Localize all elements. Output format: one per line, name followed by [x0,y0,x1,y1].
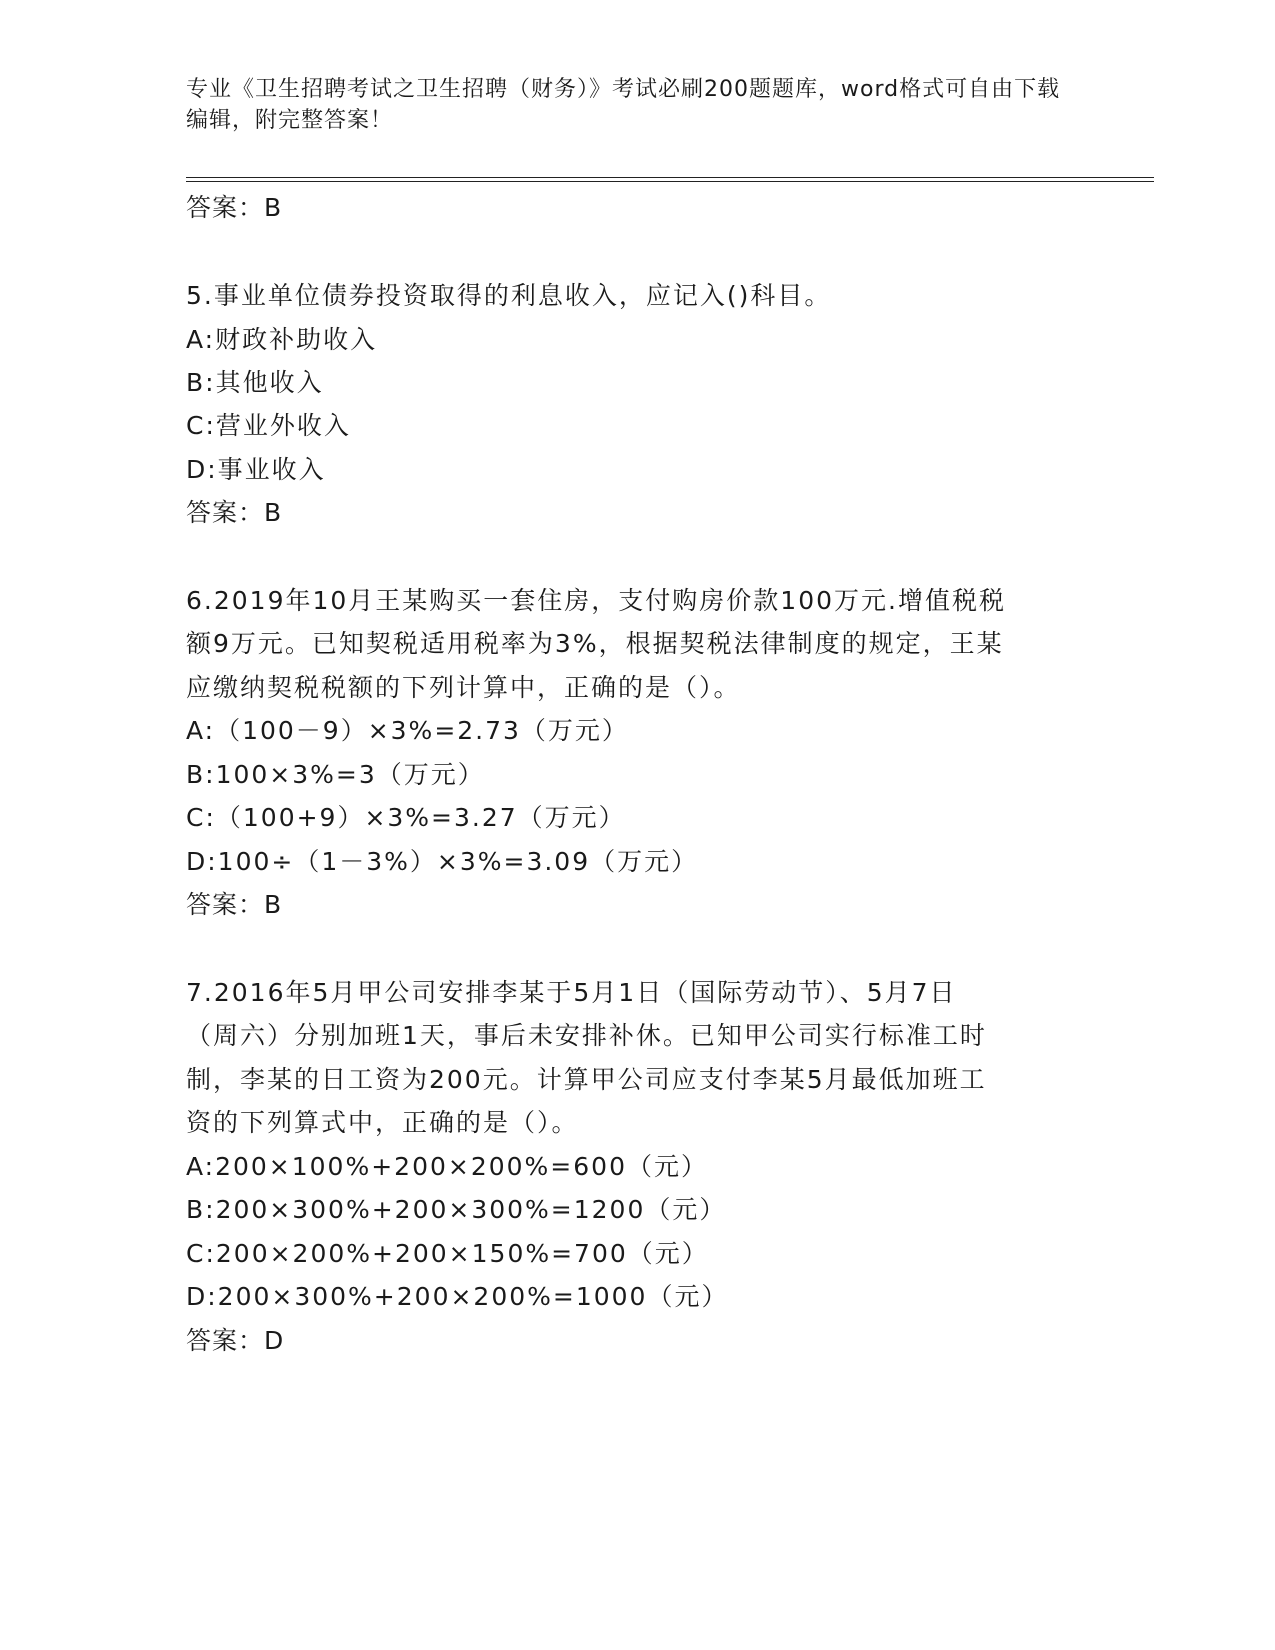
document-header: 专业《卫生招聘考试之卫生招聘（财务）》考试必刷200题题库，word格式可自由下载编辑，附完整答案！ [186,77,1061,133]
question-7-answer: 答案：D [186,1326,285,1355]
question-6-option-a: A:（100－9）×3%=2.73（万元） [186,716,629,745]
question-7-option-a: A:200×100%+200×200%=600（元） [186,1152,708,1181]
question-7-stem-line-1: 7.2016年5月甲公司安排李某于5月1日（国际劳动节）、5月7日 [186,978,957,1007]
question-5-option-b: B:其他收入 [186,368,324,397]
question-5-option-c: C:营业外收入 [186,411,351,440]
question-6-option-c: C:（100+9）×3%=3.27（万元） [186,803,626,832]
question-6-stem-line-1: 6.2019年10月王某购买一套住房，支付购房价款100万元.增值税税 [186,586,1006,615]
header-divider-top [186,177,1154,178]
question-7-option-c: C:200×200%+200×150%=700（元） [186,1239,709,1268]
question-7-stem-line-2: （周六）分别加班1天，事后未安排补休。已知甲公司实行标准工时 [186,1021,987,1050]
question-6-answer: 答案：B [186,890,283,919]
question-6-stem-line-2: 额9万元。已知契税适用税率为3%，根据契税法律制度的规定，王某 [186,629,1004,658]
question-7-option-d: D:200×300%+200×200%=1000（元） [186,1282,729,1311]
header-divider-bottom [186,181,1154,182]
question-7-stem-line-3: 制，李某的日工资为200元。计算甲公司应支付李某5月最低加班工 [186,1065,987,1094]
question-5-stem: 5.事业单位债券投资取得的利息收入，应记入()科目。 [186,281,832,310]
question-7-stem-line-4: 资的下列算式中，正确的是（）。 [186,1108,579,1137]
answer-previous-question: 答案：B [186,193,283,222]
question-6-option-b: B:100×3%=3（万元） [186,760,485,789]
question-5-option-d: D:事业收入 [186,455,326,484]
question-6-stem-line-3: 应缴纳契税税额的下列计算中，正确的是（）。 [186,673,741,702]
question-5-option-a: A:财政补助收入 [186,325,378,354]
question-5-answer: 答案：B [186,498,283,527]
question-7-option-b: B:200×300%+200×300%=1200（元） [186,1195,727,1224]
question-6-option-d: D:100÷（1－3%）×3%=3.09（万元） [186,847,699,876]
